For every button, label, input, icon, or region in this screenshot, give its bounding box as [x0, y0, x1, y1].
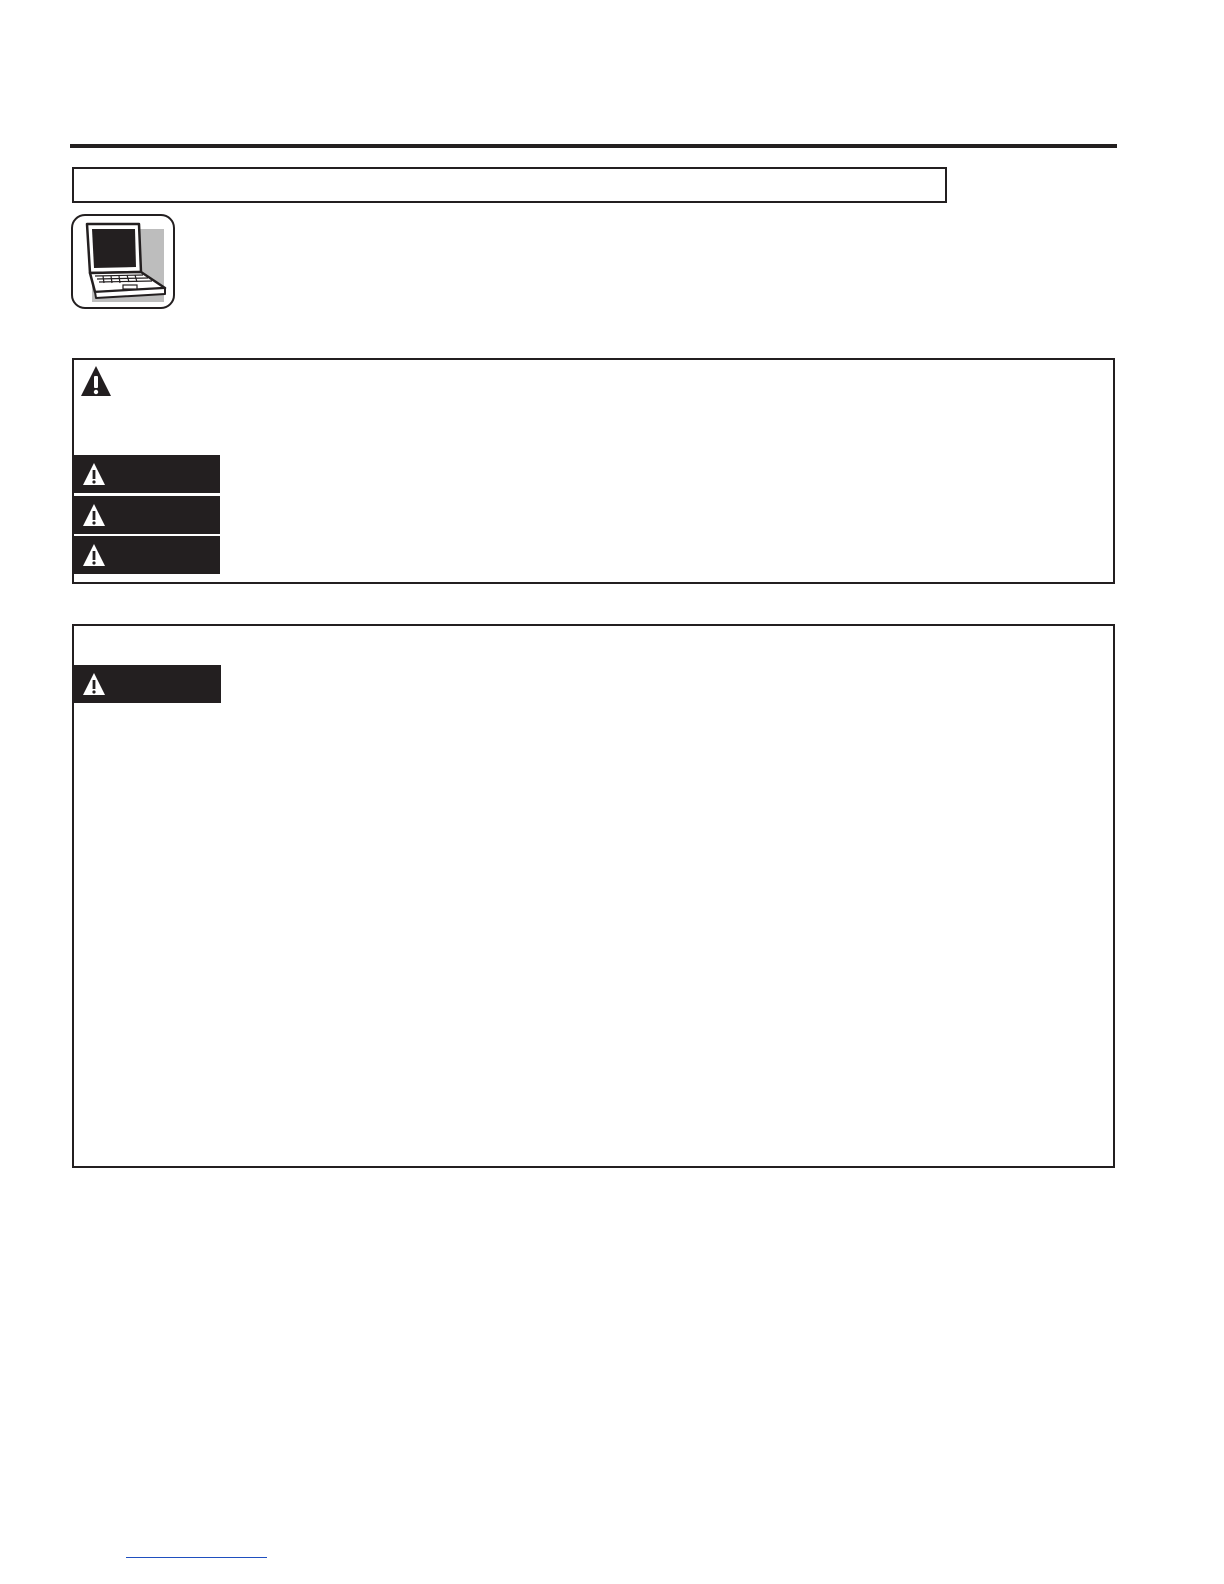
warning-signal-bar	[74, 496, 220, 534]
laptop-icon	[71, 214, 175, 309]
warning-triangle-icon	[81, 461, 107, 487]
safety-alert-icon	[79, 364, 113, 398]
warning-triangle-icon	[81, 542, 107, 568]
header-rule	[70, 144, 1117, 148]
important-safety-box	[72, 624, 1115, 1168]
danger-signal-bar	[74, 455, 220, 493]
section-title-box	[72, 167, 947, 203]
caution-signal-bar	[74, 536, 220, 574]
safety-information-box	[72, 358, 1115, 584]
warning-triangle-icon	[81, 502, 107, 528]
warning-triangle-icon	[81, 671, 107, 697]
footer-link-underline	[126, 1557, 267, 1558]
warning-signal-bar	[74, 665, 221, 703]
